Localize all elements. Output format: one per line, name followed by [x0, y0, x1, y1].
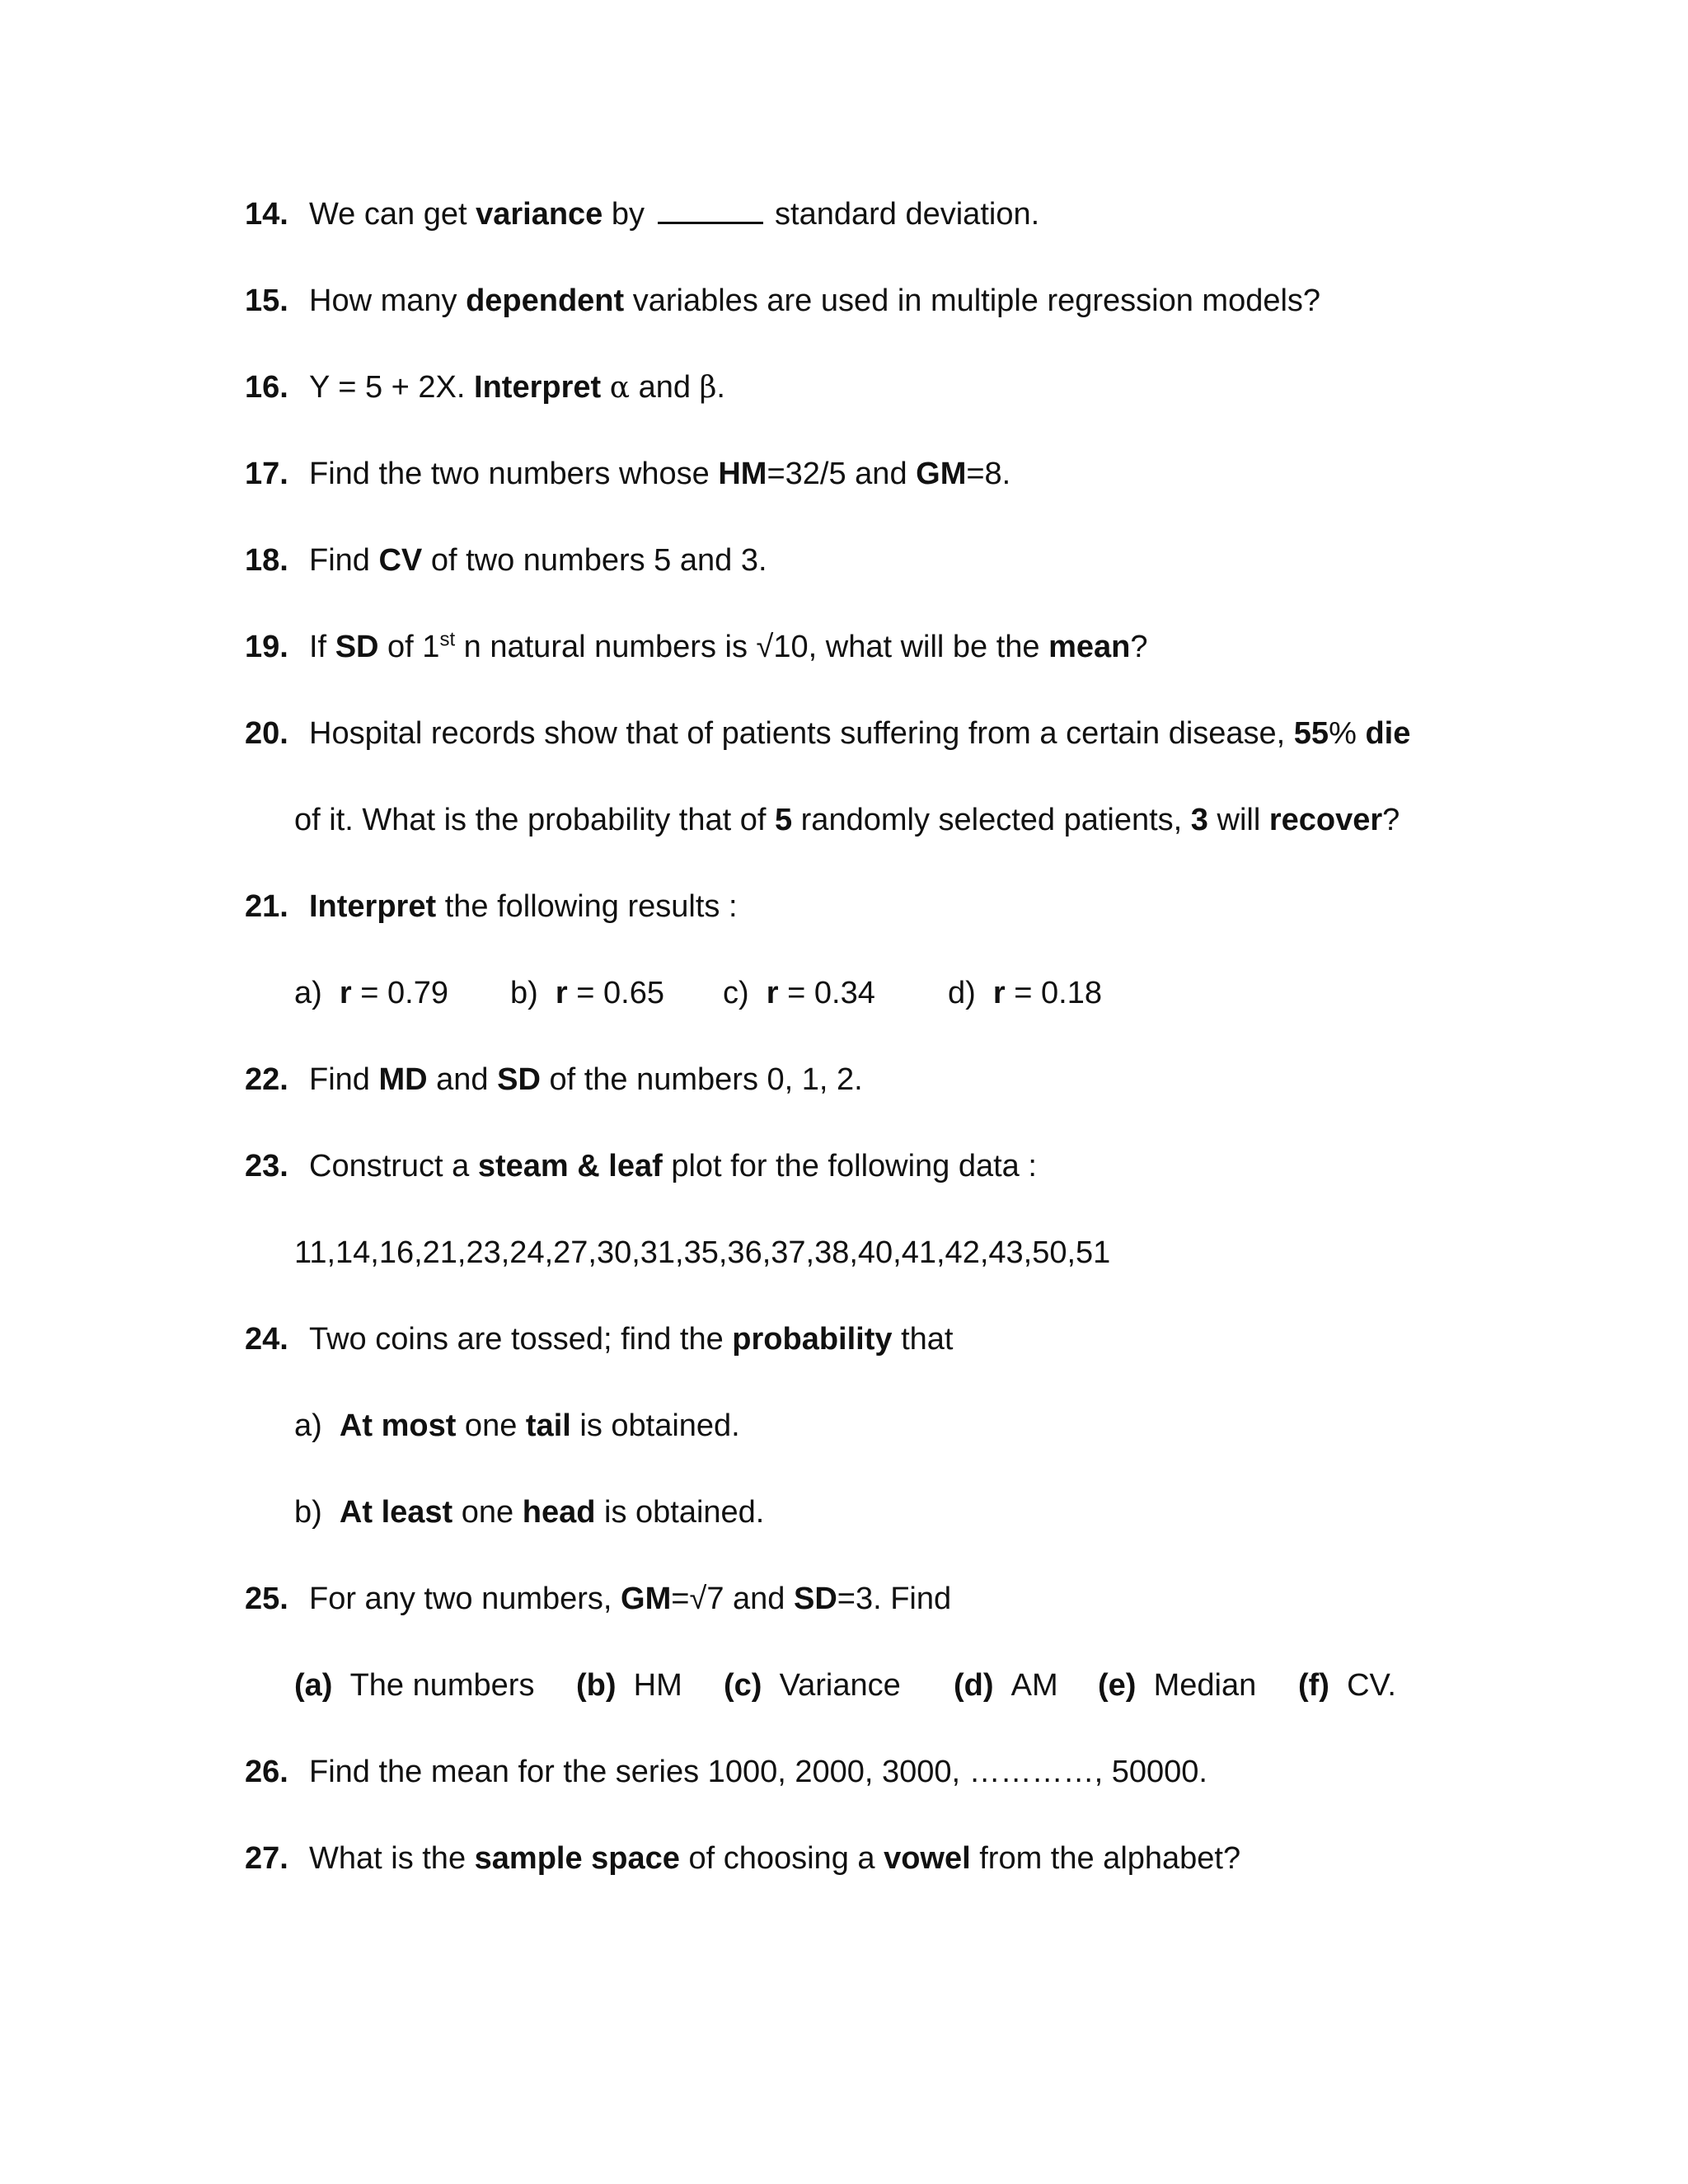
question-number: 16. [245, 370, 288, 405]
question-text: Two coins are tossed; find the probability that [309, 1322, 954, 1357]
option-c: (c) Variance [724, 1668, 901, 1703]
question-number: 22. [245, 1062, 288, 1097]
question-25-options [294, 1666, 1448, 1705]
question-21-options [294, 973, 1118, 1013]
answer-blank [658, 197, 763, 224]
question-number: 23. [245, 1149, 288, 1183]
option-e: (e) Median [1098, 1668, 1257, 1703]
option-c: c) r = 0.34 [723, 976, 875, 1010]
question-number: 26. [245, 1755, 288, 1789]
question-text: How many dependent variables are used in multiple regression models? [309, 284, 1321, 318]
question-number: 21. [245, 889, 288, 924]
question-text: of it. What is the probability that of 5 randomly selected patients, 3 will recover? [294, 803, 1400, 837]
question-text: Find the mean for the series 1000, 2000, 3000, …………, 50000. [309, 1755, 1207, 1789]
option-b: (b) HM [576, 1668, 682, 1703]
question-text: What is the sample space of choosing a vowel from the alphabet? [309, 1841, 1241, 1876]
option-a: a) r = 0.79 [294, 976, 448, 1010]
question-number: 15. [245, 284, 288, 318]
question-number: 18. [245, 543, 288, 578]
option-d: (d) AM [954, 1668, 1058, 1703]
question-text: Hospital records show that of patients suffering from a certain disease, 55% die [309, 716, 1411, 751]
option-d: d) r = 0.18 [948, 976, 1102, 1010]
question-text: If SD of 1st n natural numbers is √10, what will be the mean? [309, 628, 1148, 664]
question-number: 19. [245, 630, 288, 664]
sub-question-text: a) At most one tail is obtained. [294, 1408, 740, 1443]
question-number: 25. [245, 1582, 288, 1616]
option-b: b) r = 0.65 [510, 976, 664, 1010]
question-number: 27. [245, 1841, 288, 1876]
question-text: Construct a steam & leaf plot for the following data : [309, 1149, 1037, 1183]
question-number: 20. [245, 716, 288, 751]
data-list: 11,14,16,21,23,24,27,30,31,35,36,37,38,40,41,42,43,50,51 [294, 1235, 1111, 1270]
question-text: Y = 5 + 2X. Interpret α and β. [309, 370, 725, 405]
question-text: Find MD and SD of the numbers 0, 1, 2. [309, 1062, 863, 1097]
option-f: (f) CV. [1298, 1668, 1396, 1703]
question-text: We can get variance by standard deviation. [309, 197, 1040, 232]
option-a: (a) The numbers [294, 1668, 535, 1703]
question-number: 14. [245, 197, 288, 232]
question-text: Find CV of two numbers 5 and 3. [309, 543, 767, 578]
question-text: Interpret the following results : [309, 889, 738, 924]
question-text: For any two numbers, GM=√7 and SD=3. Find [309, 1582, 952, 1616]
question-number: 24. [245, 1322, 288, 1357]
question-number: 17. [245, 457, 288, 491]
sub-question-text: b) At least one head is obtained. [294, 1495, 765, 1530]
question-text: Find the two numbers whose HM=32/5 and GM=8. [309, 457, 1011, 491]
